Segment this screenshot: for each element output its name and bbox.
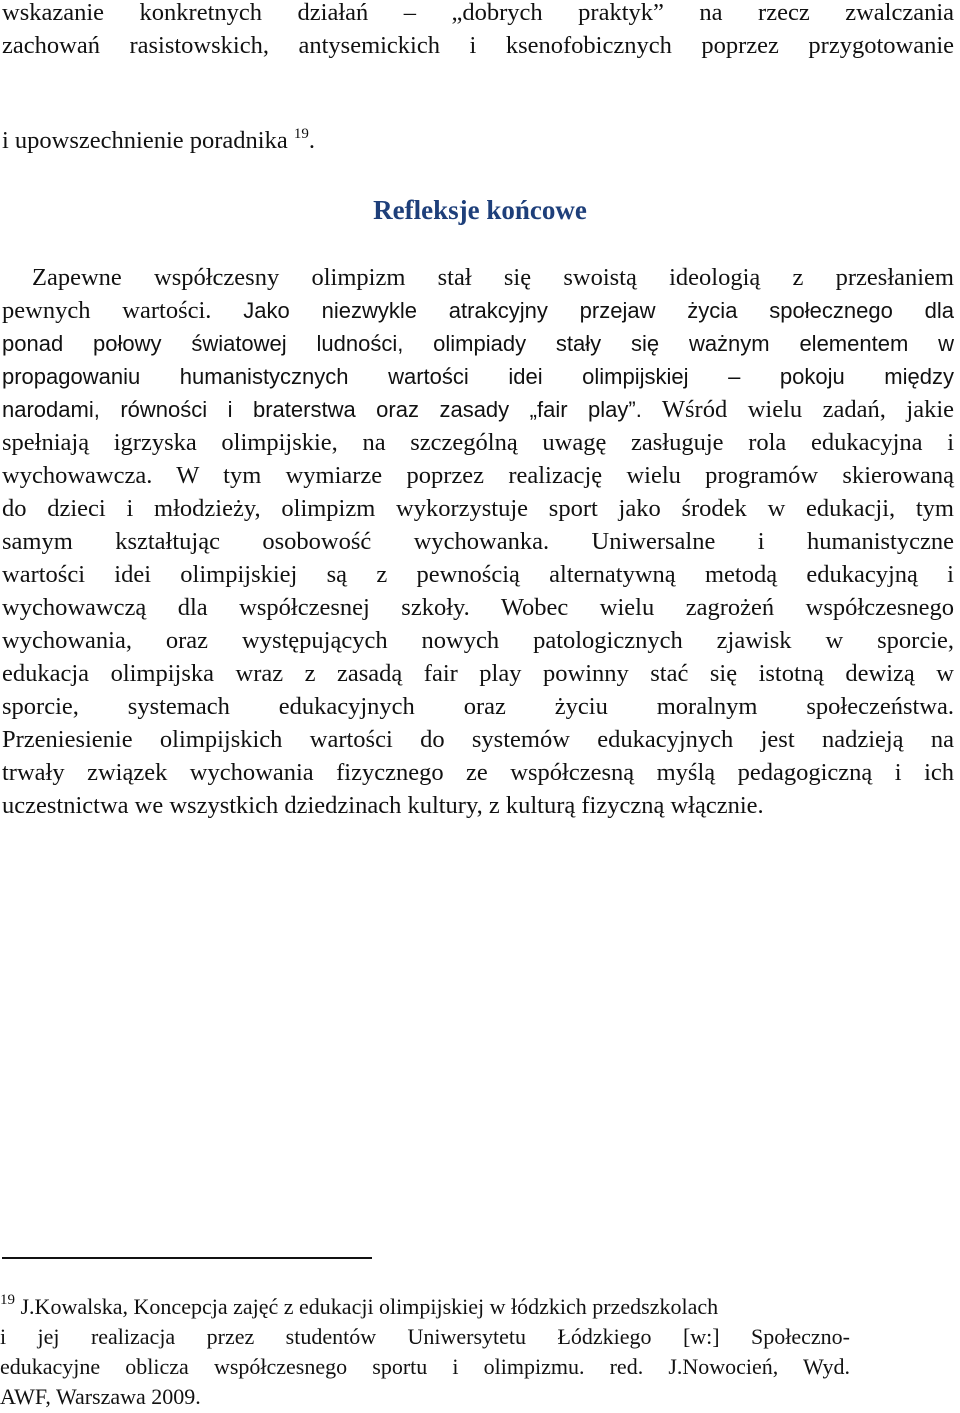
footnote-number: 19: [0, 1292, 15, 1308]
body-line-2: [2, 296, 954, 326]
body-line-6: spełniają igrzyska olimpijskie, na szczególną uwagę zasługuje rola edukacyjna i: [2, 429, 954, 456]
intro-line-1: wskazanie konkretnych działań – „dobrych praktyk” na rzecz zwalczania: [2, 0, 954, 26]
body-line-15: Przeniesienie olimpijskich wartości do systemów edukacyjnych jest nadzieją na: [2, 726, 954, 753]
footnote-line-2: i jej realizacja przez studentów Uniwersytetu Łódzkiego [w:] Społeczno-: [0, 1324, 850, 1349]
body-line-5: [2, 395, 954, 425]
body-line-16: trwały związek wychowania fizycznego ze współczesną myślą pedagogiczną i ich: [2, 759, 954, 786]
footnote-ref[interactable]: 19: [293, 126, 309, 142]
body-line-1: Zapewne współczesny olimpizm stał się swoistą ideologią z przesłaniem: [32, 264, 954, 291]
body-line-10: wartości idei olimpijskiej są z pewnością alternatywną metodą edukacyjną i: [2, 561, 954, 588]
body-line-12: wychowania, oraz występujących nowych patologicznych zjawisk w sporcie,: [2, 627, 954, 654]
intro-line-3-text: i upowszechnienie poradnika: [2, 127, 288, 154]
intro-line-3: [2, 126, 954, 156]
intro-line-2: zachowań rasistowskich, antysemickich i ksenofobicznych poprzez przygotowanie: [2, 32, 954, 59]
footnote-line-1-text: J.Kowalska, Koncepcja zajęć z edukacji olimpijskiej w łódzkich przedszkolach: [20, 1294, 719, 1319]
body-line-4: propagowaniu humanistycznych wartości idei olimpijskiej – pokoju między: [2, 364, 954, 389]
body-line-11: wychowawczą dla współczesnej szkoły. Wobec wielu zagrożeń współczesnego: [2, 594, 954, 621]
body-line-2-serif: pewnych wartości.: [2, 297, 212, 324]
footnote-line-4: AWF, Warszawa 2009.: [0, 1384, 201, 1409]
body-line-13: edukacja olimpijska wraz z zasadą fair play powinny stać się istotną dewizą w: [2, 660, 954, 687]
body-line-5-serif: Wśród wielu zadań, jakie: [661, 396, 954, 423]
footnote-line-1: [0, 1292, 850, 1322]
body-line-5-sans: narodami, równości i braterstwa oraz zasady „fair play”.: [2, 397, 642, 422]
body-line-2-sans: Jako niezwykle atrakcyjny przejaw życia społecznego dla: [243, 298, 954, 323]
body-line-17: uczestnictwa we wszystkich dziedzinach kultury, z kulturą fizyczną włącznie.: [2, 792, 764, 819]
body-line-9: samym kształtując osobowość wychowanka. Uniwersalne i humanistyczne: [2, 528, 954, 555]
section-heading: Refleksje końcowe: [373, 195, 587, 225]
body-line-14: sporcie, systemach edukacyjnych oraz życiu moralnym społeczeństwa.: [2, 693, 954, 720]
body-line-3: ponad połowy światowej ludności, olimpiady stały się ważnym elementem w: [2, 331, 954, 356]
body-line-8: do dzieci i młodzieży, olimpizm wykorzystuje sport jako środek w edukacji, tym: [2, 495, 954, 522]
body-line-7: wychowawcza. W tym wymiarze poprzez realizację wielu programów skierowaną: [2, 462, 954, 489]
intro-line-3-end: .: [308, 127, 315, 154]
footnote-line-3: edukacyjne oblicza współczesnego sportu i olimpizmu. red. J.Nowocień, Wyd.: [0, 1354, 850, 1379]
footnote-separator: [2, 1257, 372, 1259]
